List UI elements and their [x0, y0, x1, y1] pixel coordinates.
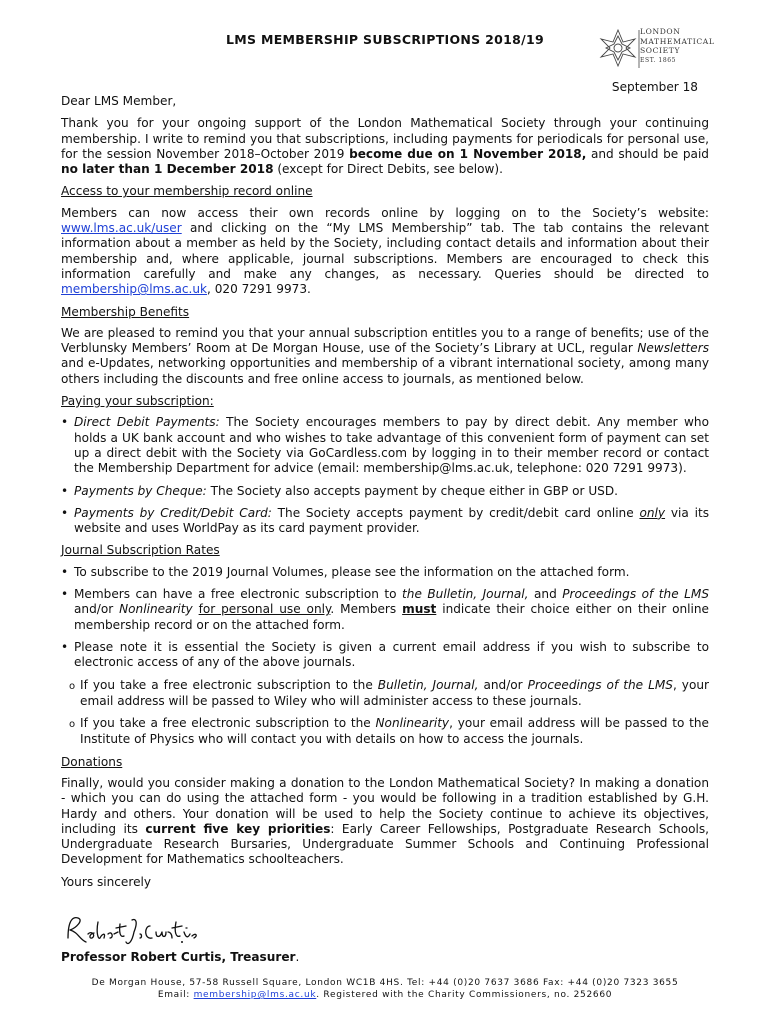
salutation: Dear LMS Member, [61, 94, 177, 108]
lms-logo-text: LONDON MATHEMATICAL SOCIETY EST. 1865 [640, 27, 715, 64]
donations-heading: Donations [61, 754, 123, 769]
list-item: • Please note it is essential the Society is given a current email address if you wish to subscribe to electronic access of any of the above journals. [61, 639, 709, 670]
circle-bullet-icon: o [69, 719, 76, 731]
member-record-link[interactable]: www.lms.ac.uk/user [61, 221, 182, 236]
benefits-paragraph: We are pleased to remind you that your annual subscription entitles you to a range of benefits; use of the Verblunsky Members’ Room at De Morgan House, use of the Society’s Library at UCL, regular Newsletters and e-Updates, networking opportunities and membership of a vibrant international society, among many others including the discounts and free online access to journals, as mentioned below. [61, 325, 709, 386]
circle-bullet-icon: o [69, 680, 76, 692]
list-item: • Payments by Credit/Debit Card: The Society accepts payment by credit/debit card online only via its website and uses WorldPay as its card payment provider. [61, 505, 709, 536]
footer-email-link[interactable]: membership@lms.ac.uk [193, 990, 317, 1000]
footer-address: De Morgan House, 57-58 Russell Square, London WC1B 4HS. Tel: +44 (0)20 7637 3686 Fax: +44 (0)20 7323 3655 [91, 978, 679, 988]
list-item: • Members can have a free electronic subscription to the Bulletin, Journal, and Proceedings of the LMS and/or Nonlinearity for personal use only. Members must indicate their choice either on their online membership record or on the attached form. [61, 587, 709, 632]
intro-paragraph: Thank you for your ongoing support of the London Mathematical Society through your continuing membership. I write to remind you that subscriptions, including payments for periodicals for personal use, for the session November 2018–October 2019 become due on 1 November 2018, and should be paid no later than 1 December 2018 (except for Direct Debits, see below). [61, 116, 709, 177]
bullet-icon: • [61, 564, 69, 579]
paying-heading: Paying your subscription: [61, 394, 214, 409]
access-paragraph: Members can now access their own records online by logging on to the Society’s website: www.lms.ac.uk/user and clicking on the “My LMS Membership” tab. The tab contains the relevant information about a member as held by the Society, including contact details and information about their membership and, where applicable, journal subscriptions. Members are encouraged to check this information carefully and make any changes, as necessary. Queries should be directed to membership@lms.ac.uk, 020 7291 9973. [61, 205, 709, 297]
bullet-icon: • [61, 639, 69, 654]
donations-paragraph: Finally, would you consider making a donation to the London Mathematical Society? In making a donation - which you can do using the attached form - you would be following in a tradition established by G.H. Hardy and others. Your donation will be used to help the Society continue to achieve its objectives, including its current five key priorities: Early Career Fellowships, Postgraduate Research Schools, Undergraduate Research Bursaries, Undergraduate Summer Schools and Continuing Professional Development for Mathematics schoolteachers. [61, 775, 710, 867]
list-item: • Direct Debit Payments: The Society encourages members to pay by direct debit. Any member who holds a UK bank account and who wishes to take advantage of this convenient form of payment can set up a direct debit with the Society via GoCardless.com by logging in to their member record or contact the Membership Department for advice (email: membership@lms.ac.uk, telephone: 020 7291 9973). [61, 415, 709, 476]
list-item: o If you take a free electronic subscription to the Bulletin, Journal, and/or Proceedings of the LMS, your email address will be passed to Wiley who will administer access to these journals. [69, 677, 709, 708]
footer [0, 977, 770, 1001]
benefits-heading: Membership Benefits [61, 304, 190, 319]
bullet-icon: • [61, 587, 69, 602]
signature-image [62, 908, 202, 950]
list-item: • Payments by Cheque: The Society also accepts payment by cheque either in GBP or USD. [61, 483, 619, 498]
letter-date: September 18 [611, 80, 698, 94]
list-item: o If you take a free electronic subscription to the Nonlinearity, your email address will be passed to the Institute of Physics who will contact you with details on how to access the journals. [69, 716, 710, 747]
list-item: • To subscribe to the 2019 Journal Volumes, please see the information on the attached form. [61, 564, 630, 579]
membership-email-link[interactable]: membership@lms.ac.uk [61, 282, 208, 297]
letter-title: LMS MEMBERSHIP SUBSCRIPTIONS 2018/19 [226, 32, 544, 47]
closing: Yours sincerely [61, 874, 152, 889]
bullet-icon: • [61, 415, 69, 430]
signoff: Professor Robert Curtis, Treasurer. [61, 950, 300, 964]
bullet-icon: • [61, 483, 69, 498]
access-heading: Access to your membership record online [61, 184, 313, 199]
bullet-icon: • [61, 505, 69, 520]
journals-heading: Journal Subscription Rates [61, 543, 220, 558]
letter-body [61, 94, 709, 897]
footer-line2: Email: membership@lms.ac.uk. Registered with the Charity Commissioners, no. 252660 [157, 990, 613, 1000]
